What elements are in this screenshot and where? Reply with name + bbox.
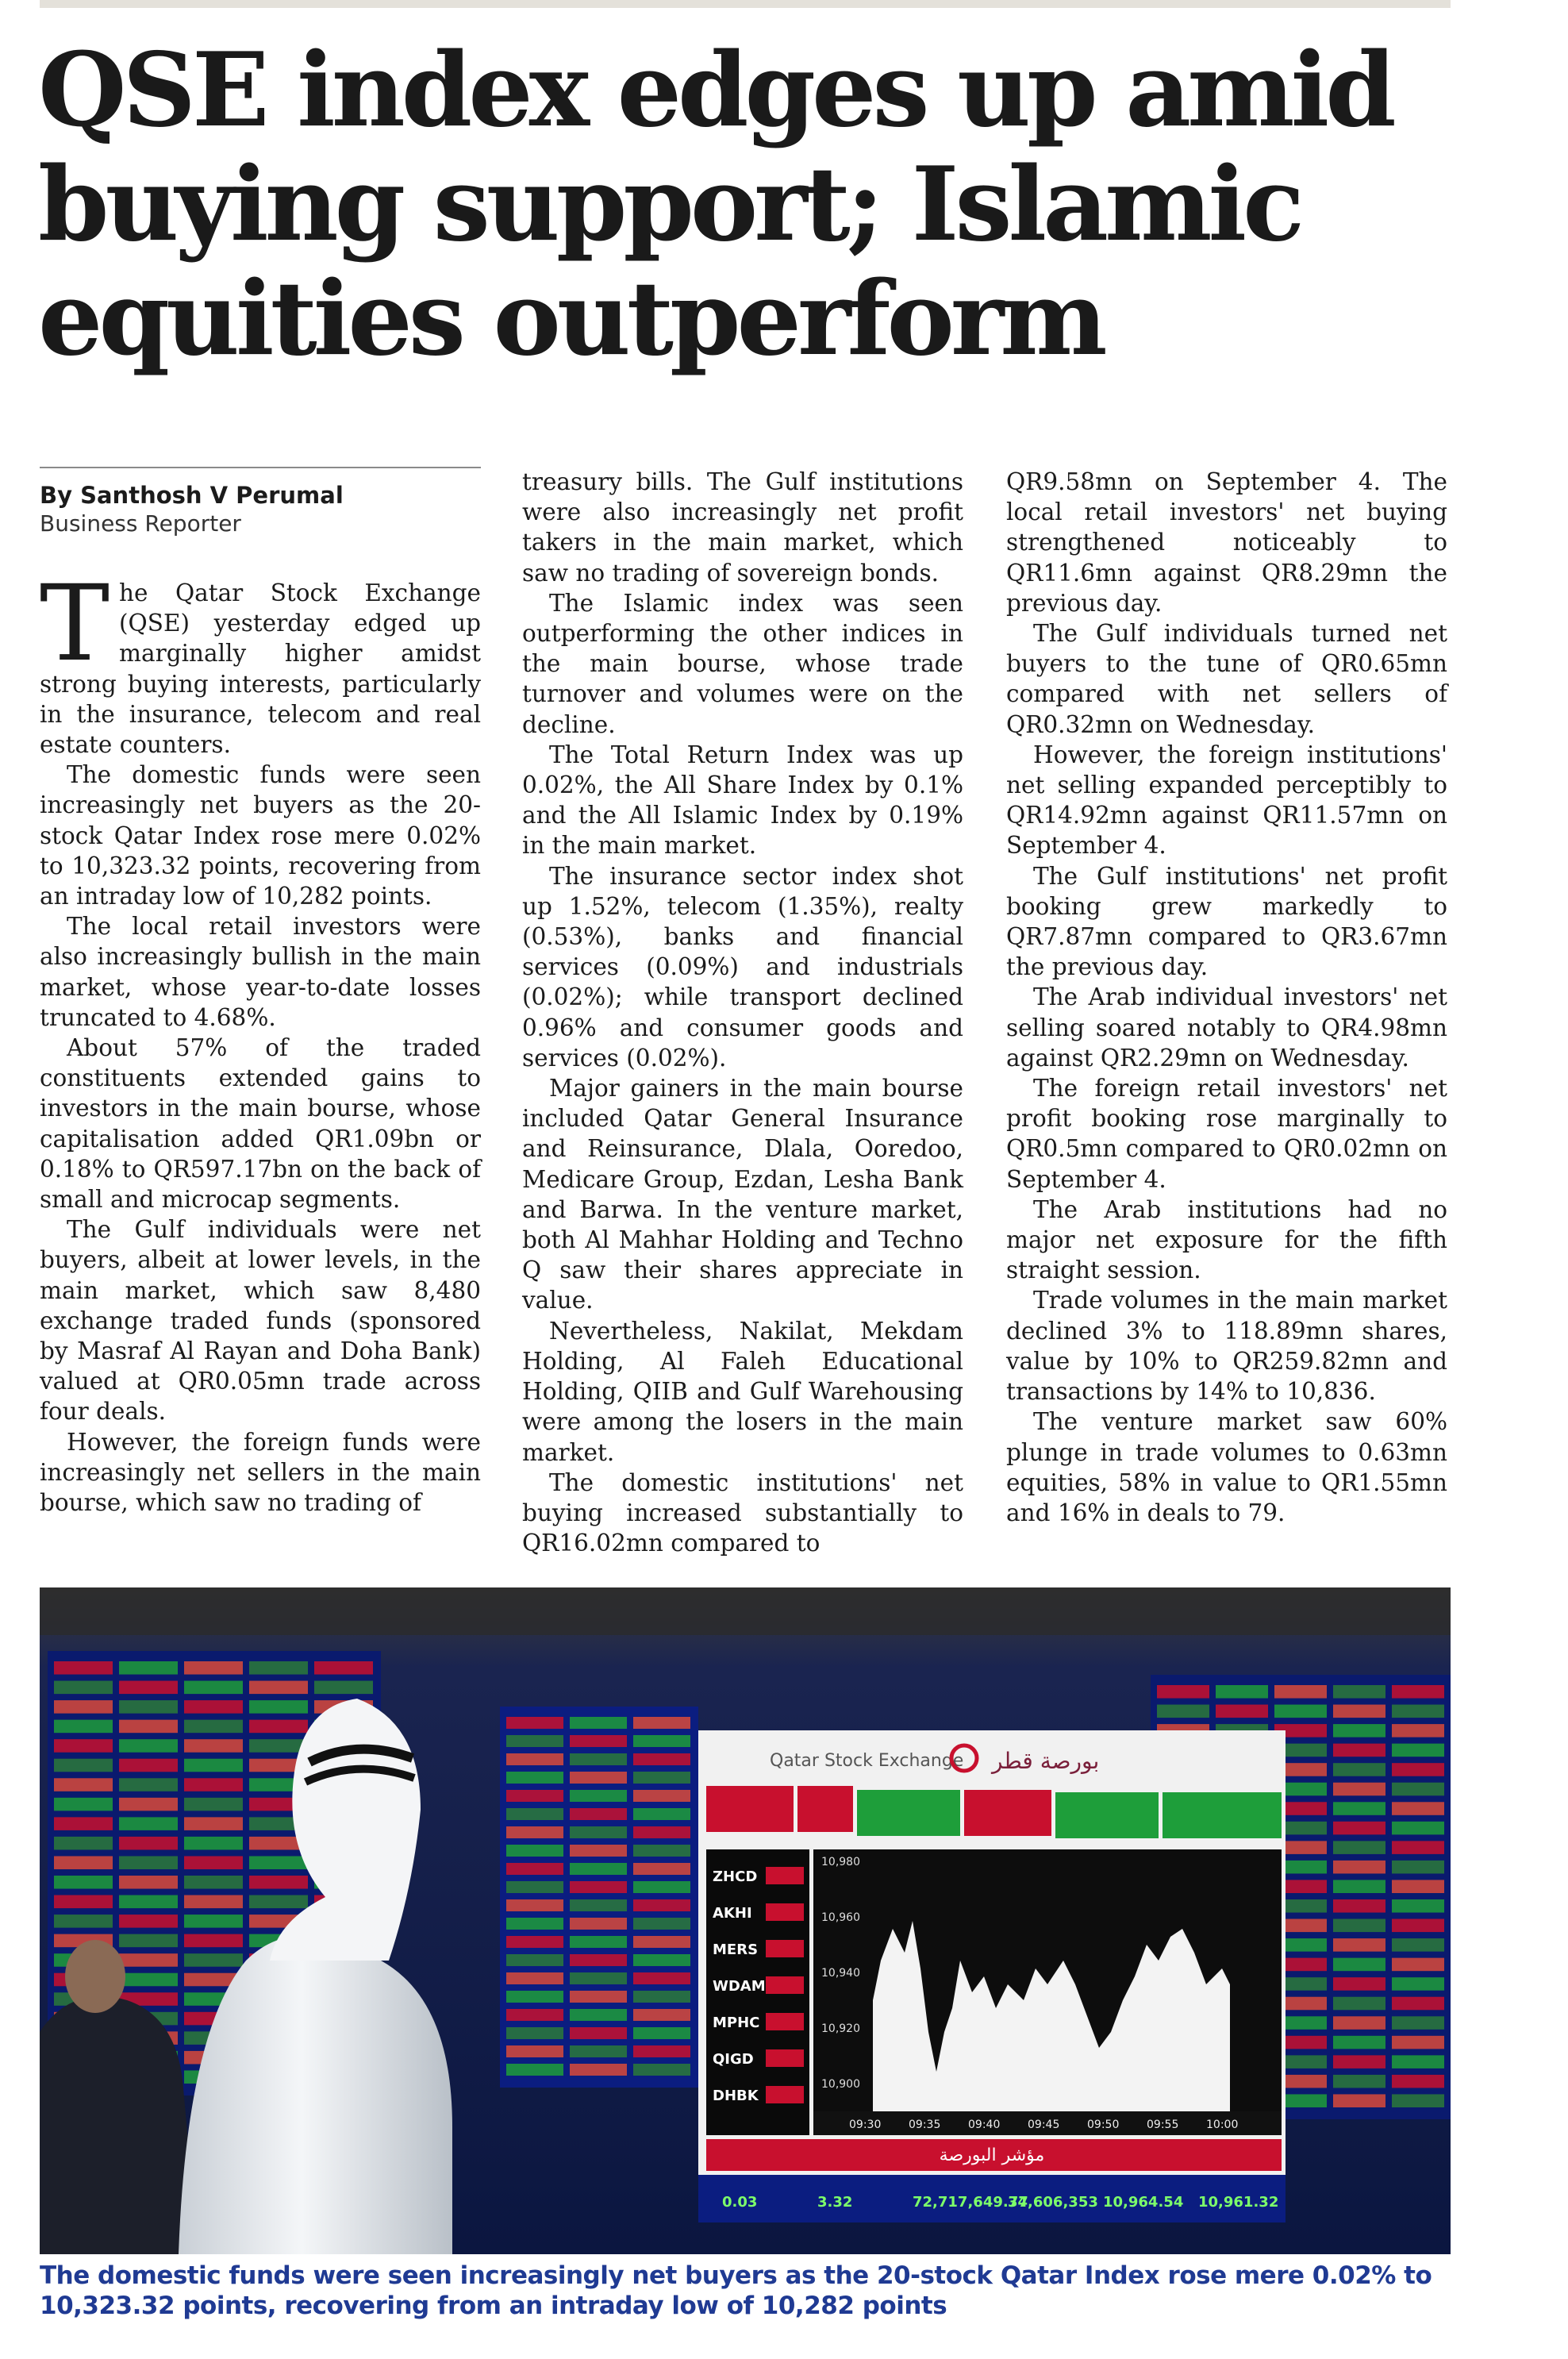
ticker-cell xyxy=(1392,1802,1444,1815)
ticker-cell xyxy=(184,1798,243,1811)
ticker-cell xyxy=(570,1845,627,1857)
byline: By Santhosh V Perumal xyxy=(40,482,344,509)
ticker-cell xyxy=(633,1991,690,2003)
ticker-cell xyxy=(184,1739,243,1753)
ticker-cell xyxy=(633,2064,690,2076)
ticker-cell xyxy=(1392,2036,1444,2049)
ticker-cell xyxy=(633,1954,690,1966)
ticker-cell xyxy=(184,1876,243,1889)
drop-cap: T xyxy=(40,563,110,685)
ticker-cell xyxy=(570,1991,627,2003)
summary-value: 10,961.32 xyxy=(1198,2194,1279,2211)
ticker-cell xyxy=(633,1918,690,1930)
ticker-cell xyxy=(633,1735,690,1747)
summary-value: 0.03 xyxy=(722,2194,758,2211)
ticker-cell xyxy=(184,1759,243,1772)
ticker-cell xyxy=(506,1772,563,1784)
ticker-cell xyxy=(633,1717,690,1729)
ticker-cell xyxy=(249,1720,308,1734)
ticker-cell xyxy=(1392,1919,1444,1933)
ticker-cell xyxy=(1392,1958,1444,1972)
ticker-cell xyxy=(314,1661,373,1675)
ticker-cell xyxy=(119,1739,178,1753)
chart-x-tick: 09:50 xyxy=(1087,2118,1120,2131)
ticker-cell xyxy=(54,1798,113,1811)
ticker-change-badge xyxy=(766,1976,804,1994)
ticker-change-badge xyxy=(766,2013,804,2030)
paragraph: The local retail investors were also increasingly bullish in the main market, whose year-to-date losses truncated to 4.68%. xyxy=(40,913,481,1031)
ticker-change-badge xyxy=(766,1867,804,1884)
ticker-cell xyxy=(570,1881,627,1893)
paragraph: The insurance sector index shot up 1.52%, telecom (1.35%), realty (0.53%), banks and financial services (0.09%) and industrials (0.02%); while transport declined 0.96% and consumer goods and services (0.02%). xyxy=(522,862,963,1072)
middle-ticker-wall xyxy=(500,1707,698,2088)
ticker-cell xyxy=(506,1735,563,1747)
ticker-cell xyxy=(633,1790,690,1802)
paragraph: However, the foreign institutions' net selling expanded perceptibly to QR14.92mn against QR11.57mn on September 4. xyxy=(1006,741,1447,860)
ticker-cell xyxy=(1333,1919,1385,1933)
paragraph: The Arab institutions had no major net exposure for the fifth straight session. xyxy=(1006,1195,1447,1284)
paragraph: The Islamic index was seen outperforming the other indices in the main bourse, whose trade turnover and volumes were on the decline. xyxy=(522,589,963,738)
ticker-cell xyxy=(633,1826,690,1838)
ticker-cell xyxy=(1216,1705,1268,1718)
board-title-arabic: بورصة قطر xyxy=(992,1748,1100,1774)
ticker-cell xyxy=(1333,1802,1385,1815)
ticker-cell xyxy=(249,1876,308,1889)
ticker-cell xyxy=(119,1953,178,1967)
ticker-cell xyxy=(249,1681,308,1695)
ticker-cell xyxy=(1333,1744,1385,1757)
ticker-cell xyxy=(1333,1724,1385,1738)
ticker-cell xyxy=(506,1790,563,1802)
ticker-cell xyxy=(1392,1763,1444,1776)
index-label-arabic: مؤشر البورصة xyxy=(939,2145,1045,2165)
ticker-cell xyxy=(1392,1705,1444,1718)
ticker-cell xyxy=(506,1918,563,1930)
chart-x-tick: 09:30 xyxy=(849,2118,882,2131)
ticker-cell xyxy=(1392,1880,1444,1893)
ticker-cell xyxy=(1392,1685,1444,1699)
ticker-cell xyxy=(119,1856,178,1869)
byline-role: Business Reporter xyxy=(40,510,241,537)
ticker-cell xyxy=(570,1808,627,1820)
ticker-cell xyxy=(54,1876,113,1889)
ticker-cell xyxy=(54,1895,113,1909)
ticker-cell xyxy=(119,1915,178,1928)
ticker-cell xyxy=(54,1915,113,1928)
ticker-cell xyxy=(1392,1977,1444,1991)
ticker-cell xyxy=(54,1778,113,1791)
paragraph: The Total Return Index was up 0.02%, the All Share Index by 0.1% and the All Islamic Index by 0.19% in the main market. xyxy=(522,741,963,860)
ticker-cell xyxy=(314,1681,373,1695)
ticker-cell xyxy=(506,1881,563,1893)
ticker-cell xyxy=(184,1856,243,1869)
ticker-cell xyxy=(506,1753,563,1765)
ticker-cell xyxy=(249,1700,308,1714)
ticker-cell xyxy=(633,1863,690,1875)
ticker-cell xyxy=(633,1899,690,1911)
ticker-cell xyxy=(54,1681,113,1695)
summary-value: 34,606,353 xyxy=(1008,2194,1098,2211)
ticker-cell xyxy=(506,2045,563,2057)
ticker-cell xyxy=(1157,1685,1209,1699)
ticker-cell xyxy=(570,1826,627,1838)
ticker-cell xyxy=(506,1936,563,1948)
ticker-cell xyxy=(506,2064,563,2076)
article-photo xyxy=(40,1587,1451,2254)
ticker-cell xyxy=(570,2027,627,2039)
ticker-cell xyxy=(1333,2075,1385,2088)
ticker-cell xyxy=(506,1808,563,1820)
headline: QSE index edges up amid buying support; Islamic equities outperform xyxy=(38,31,1393,379)
paragraph: However, the foreign funds were increasingly net sellers in the main bourse, which saw no trading of xyxy=(40,1428,481,1517)
ticker-cell xyxy=(249,1895,308,1909)
ticker-change-badge xyxy=(766,1903,804,1921)
ticker-cell xyxy=(1392,1899,1444,1913)
ticker-cell xyxy=(506,2027,563,2039)
ticker-cell xyxy=(633,1808,690,1820)
board-title: Qatar Stock Exchange xyxy=(770,1751,964,1771)
ticker-cell xyxy=(184,1681,243,1695)
ticker-cell xyxy=(54,1720,113,1734)
ticker-cell xyxy=(1392,1938,1444,1952)
byline-rule xyxy=(40,467,481,468)
ticker-cell xyxy=(119,1759,178,1772)
paragraph: The Gulf individuals were net buyers, albeit at lower levels, in the main market, which saw 8,480 exchange traded funds (sponsored by Masraf Al Rayan and Doha Bank) valued at QR0.05mn trade across four deals. xyxy=(40,1216,481,1426)
ticker-cell xyxy=(119,1720,178,1734)
ticker-cell xyxy=(1392,2016,1444,2030)
ticker-cell xyxy=(119,1895,178,1909)
ticker-cell xyxy=(633,1772,690,1784)
ticker-cell xyxy=(506,1717,563,1729)
ticker-cell xyxy=(506,1972,563,1984)
ticker-cell xyxy=(1333,1977,1385,1991)
top-rule xyxy=(40,0,1451,8)
ticker-cell xyxy=(570,1772,627,1784)
ticker-cell xyxy=(54,1759,113,1772)
ticker-cell xyxy=(570,1918,627,1930)
ticker-cell xyxy=(1333,1958,1385,1972)
ticker-cell xyxy=(1392,1997,1444,2011)
ticker-cell xyxy=(506,1899,563,1911)
paragraph: The Gulf individuals turned net buyers to the tune of QR0.65mn compared with net sellers of QR0.32mn on Wednesday. xyxy=(1006,620,1447,738)
ticker-cell xyxy=(506,1954,563,1966)
ticker-symbol: AKHI xyxy=(713,1905,752,1922)
ticker-cell xyxy=(1333,1899,1385,1913)
ticker-cell xyxy=(119,1837,178,1850)
ticker-cell xyxy=(633,1936,690,1948)
lead-paragraph xyxy=(40,563,481,760)
ticker-cell xyxy=(570,2045,627,2057)
ticker-cell xyxy=(506,2009,563,2021)
ticker-symbol: DHBK xyxy=(713,2088,759,2104)
paragraph: treasury bills. The Gulf institutions were also increasingly net profit takers in the main market, which saw no trading of sovereign bonds. xyxy=(522,468,963,587)
ticker-cell xyxy=(1333,1938,1385,1952)
lead-paragraph-text: he Qatar Stock Exchange (QSE) yesterday edged up marginally higher amidst strong buying interests, particularly in the insurance, telecom and real estate counters. xyxy=(40,579,481,759)
ticker-cell xyxy=(1333,1822,1385,1835)
ticker-cell xyxy=(119,1681,178,1695)
ticker-cell xyxy=(506,1863,563,1875)
stock-exchange-board-photo xyxy=(40,1587,1451,2254)
article-column-1 xyxy=(40,467,481,1518)
ticker-cell xyxy=(54,1739,113,1753)
ticker-cell xyxy=(1274,1685,1327,1699)
ticker-cell xyxy=(119,1778,178,1791)
article-column-3 xyxy=(1006,467,1447,1528)
ticker-cell xyxy=(1392,2075,1444,2088)
paragraph: The domestic funds were seen increasingly net buyers as the 20-stock Qatar Index rose mere 0.02% to 10,323.32 points, recovering from an intraday low of 10,282 points. xyxy=(40,761,481,910)
photo-caption: The domestic funds were seen increasingly net buyers as the 20-stock Qatar Index rose mere 0.02% to 10,323.32 points, recovering from an intraday low of 10,282 points xyxy=(40,2261,1432,2320)
ticker-cell xyxy=(1392,2094,1444,2107)
ticker-cell xyxy=(119,1934,178,1948)
ticker-cell xyxy=(1333,2016,1385,2030)
ticker-cell xyxy=(570,1717,627,1729)
ticker-cell xyxy=(570,1899,627,1911)
chart-y-tick: 10,960 xyxy=(821,1911,860,1924)
paragraph: The venture market saw 60% plunge in trade volumes to 0.63mn equities, 58% in value to QR1.55mn and 16% in deals to 79. xyxy=(1006,1408,1447,1526)
ticker-cell xyxy=(633,2009,690,2021)
ticker-cell xyxy=(54,1700,113,1714)
ticker-cell xyxy=(54,1817,113,1830)
chart-y-tick: 10,920 xyxy=(821,2022,860,2035)
chart-y-tick: 10,900 xyxy=(821,2078,860,2091)
paragraph: Trade volumes in the main market declined 3% to 118.89mn shares, value by 10% to QR259.82mn and transactions by 14% to 10,836. xyxy=(1006,1287,1447,1406)
ticker-cell xyxy=(1333,1763,1385,1776)
paragraph: The Arab individual investors' net selling soared notably to QR4.98mn against QR2.29mn on Wednesday. xyxy=(1006,983,1447,1072)
ticker-cell xyxy=(1392,1724,1444,1738)
ticker-cell xyxy=(506,1845,563,1857)
paragraph: The Gulf institutions' net profit booking grew markedly to QR7.87mn compared to QR3.67mn the previous day. xyxy=(1006,862,1447,981)
ticker-cell xyxy=(1392,1861,1444,1874)
ticker-cell xyxy=(1157,1705,1209,1718)
ticker-change-badge xyxy=(766,1940,804,1957)
ticker-cell xyxy=(119,1876,178,1889)
ticker-cell xyxy=(1392,1783,1444,1796)
ticker-cell xyxy=(1392,1841,1444,1854)
ticker-symbol: QIGD xyxy=(713,2051,754,2068)
summary-value: 72,717,649.77 xyxy=(913,2194,1028,2211)
ticker-cell xyxy=(119,1661,178,1675)
ticker-cell xyxy=(1333,2094,1385,2107)
paragraph: The foreign retail investors' net profit booking rose marginally to QR0.5mn compared to QR0.02mn on September 4. xyxy=(1006,1075,1447,1193)
ticker-cell xyxy=(119,1973,178,1987)
ticker-cell xyxy=(1333,1705,1385,1718)
chart-x-tick: 10:00 xyxy=(1206,2118,1239,2131)
ticker-cell xyxy=(1333,1997,1385,2011)
index-board xyxy=(698,1730,1286,2175)
ticker-cell xyxy=(1274,1705,1327,1718)
ticker-change-badge xyxy=(766,2086,804,2103)
ticker-cell xyxy=(570,1753,627,1765)
ticker-cell xyxy=(1333,1783,1385,1796)
ticker-cell xyxy=(1216,1685,1268,1699)
paragraph: About 57% of the traded constituents extended gains to investors in the main bourse, whose capitalisation added QR1.09bn or 0.18% to QR597.17bn on the back of small and microcap segments. xyxy=(40,1034,481,1214)
ticker-cell xyxy=(1333,2036,1385,2049)
ticker-cell xyxy=(1392,1744,1444,1757)
ticker-cell xyxy=(249,1661,308,1675)
article-column-2 xyxy=(522,467,963,1558)
paragraph: The domestic institutions' net buying increased substantially to QR16.02mn compared to xyxy=(522,1468,963,1557)
paragraph: Nevertheless, Nakilat, Mekdam Holding, Al Faleh Educational Holding, QIIB and Gulf Warehousing were among the losers in the main market. xyxy=(522,1317,963,1466)
chart-x-tick: 09:40 xyxy=(968,2118,1001,2131)
ticker-cell xyxy=(184,1700,243,1714)
ticker-cell xyxy=(570,1863,627,1875)
ticker-cell xyxy=(1392,1822,1444,1835)
paragraph: Major gainers in the main bourse included Qatar General Insurance and Reinsurance, Dlala, Ooredoo, Medicare Group, Ezdan, Lesha Bank and Barwa. In the venture market, both Al Mahhar Holding and Techno Q saw their shares appreciate in value. xyxy=(522,1075,963,1314)
chart-y-tick: 10,980 xyxy=(821,1856,860,1868)
ticker-cell xyxy=(633,2045,690,2057)
ticker-cell xyxy=(184,1661,243,1675)
ticker-cell xyxy=(54,1661,113,1675)
ticker-cell xyxy=(184,1895,243,1909)
ticker-cell xyxy=(633,1881,690,1893)
ticker-cell xyxy=(1333,1841,1385,1854)
summary-value: 3.32 xyxy=(817,2194,853,2211)
ticker-cell xyxy=(633,1972,690,1984)
ticker-cell xyxy=(570,1790,627,1802)
ticker-cell xyxy=(184,1817,243,1830)
ticker-cell xyxy=(506,1826,563,1838)
ticker-cell xyxy=(184,1953,243,1967)
ticker-cell xyxy=(1333,1880,1385,1893)
chart-x-tick: 09:35 xyxy=(909,2118,941,2131)
ticker-cell xyxy=(1392,2055,1444,2068)
ticker-cell xyxy=(119,1817,178,1830)
ticker-cell xyxy=(1333,1685,1385,1699)
ticker-cell xyxy=(570,2009,627,2021)
chart-x-tick: 09:45 xyxy=(1028,2118,1060,2131)
summary-value: 10,964.54 xyxy=(1103,2194,1184,2211)
chart-x-tick: 09:55 xyxy=(1147,2118,1179,2131)
ticker-cell xyxy=(54,1856,113,1869)
ticker-cell xyxy=(633,1753,690,1765)
ticker-cell xyxy=(1333,2055,1385,2068)
ticker-cell xyxy=(570,1954,627,1966)
ticker-cell xyxy=(570,2064,627,2076)
ticker-cell xyxy=(1333,1861,1385,1874)
ticker-cell xyxy=(506,1991,563,2003)
chart-y-tick: 10,940 xyxy=(821,1967,860,1980)
ticker-cell xyxy=(570,1735,627,1747)
ticker-cell xyxy=(119,1798,178,1811)
ticker-change-badge xyxy=(766,2049,804,2067)
ticker-symbol: MERS xyxy=(713,1941,759,1958)
ticker-cell xyxy=(184,1934,243,1948)
ticker-symbol: ZHCD xyxy=(713,1868,758,1885)
ticker-cell xyxy=(570,1972,627,1984)
ticker-cell xyxy=(570,1936,627,1948)
ticker-cell xyxy=(119,1700,178,1714)
paragraph: QR9.58mn on September 4. The local retail investors' net buying strengthened noticeably to QR11.6mn against QR8.29mn the previous day. xyxy=(1006,468,1447,617)
ticker-cell xyxy=(633,2027,690,2039)
ticker-cell xyxy=(184,1837,243,1850)
ticker-cell xyxy=(249,1856,308,1869)
ticker-cell xyxy=(54,1837,113,1850)
ticker-cell xyxy=(633,1845,690,1857)
ticker-cell xyxy=(184,1720,243,1734)
ticker-cell xyxy=(184,1915,243,1928)
ticker-cell xyxy=(184,1778,243,1791)
ticker-cell xyxy=(249,1739,308,1753)
ticker-symbol: WDAM xyxy=(713,1978,766,1995)
ticker-symbol: MPHC xyxy=(713,2015,760,2031)
summary-bar xyxy=(698,2175,1286,2222)
